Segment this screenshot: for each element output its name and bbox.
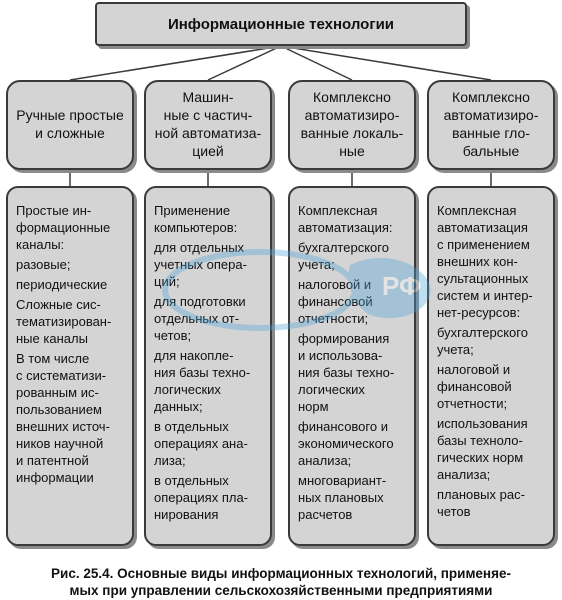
detail-item: Применение компьютеров:	[154, 203, 238, 235]
detail-item: Простые ин- формационные каналы:	[16, 203, 111, 252]
watermark-text: РФ	[382, 271, 422, 301]
detail-item: многовариант- ных плановых расчетов	[298, 473, 387, 522]
detail-item: Комплексная автоматизация:	[298, 203, 393, 235]
diagram-title: Информационные технологии	[167, 15, 395, 33]
detail-item: для отдельных учетных опера- ций;	[154, 240, 247, 289]
detail-item: бухгалтерского учета;	[437, 325, 528, 357]
detail-item: периодические	[16, 277, 108, 292]
detail-item: В том числе с систематизи- рованным ис- пользованием внешних источ- ников научной и патентной информации	[16, 351, 110, 485]
detail-item: Комплексная автоматизация с применением внешних кон- сультационных систем и интер- нет-ресурсов:	[437, 203, 533, 320]
category-box-machine	[144, 80, 272, 170]
detail-item: налоговой и финансовой отчетности;	[298, 277, 373, 326]
detail-item: для подготовки отдельных от- четов;	[154, 294, 246, 343]
category-label: Комплексно автоматизиро- ванные локаль- ные	[300, 88, 404, 159]
detail-item: в отдельных операциях пла- нирования	[154, 473, 249, 522]
detail-item: разовые;	[16, 257, 71, 272]
details-box-machine	[144, 186, 272, 546]
category-label: Машин- ные с частич- ной автоматиза- цией	[154, 88, 262, 159]
category-label: Комплексно автоматизиро- ванные гло- бальные	[443, 88, 539, 159]
detail-item: плановых рас- четов	[437, 487, 525, 519]
category-label: Ручные простые и сложные	[16, 106, 124, 141]
category-box-manual	[6, 80, 134, 170]
detail-item: Сложные сис- тематизирован- ные каналы	[16, 297, 112, 346]
detail-item: бухгалтерского учета;	[298, 240, 389, 272]
detail-item: в отдельных операциях ана- лиза;	[154, 419, 248, 468]
details-box-manual	[6, 186, 134, 546]
root-box	[95, 2, 467, 46]
detail-item: финансового и экономического анализа;	[298, 419, 394, 468]
detail-item: налоговой и финансовой отчетности;	[437, 362, 512, 411]
detail-item: для накопле- ния базы техно- логических данных;	[154, 348, 251, 414]
category-box-global	[427, 80, 555, 170]
details-box-global	[427, 186, 555, 546]
detail-item: использования базы техноло- гических норм анализа;	[437, 416, 528, 482]
detail-item: формирования и использова- ния базы техно- логических норм	[298, 331, 395, 414]
details-box-local	[288, 186, 416, 546]
figure-caption: Рис. 25.4. Основные виды информационных технологий, применяе- мых при управлении сельскохозяйственными предприятиями	[51, 566, 511, 598]
category-box-local	[288, 80, 416, 170]
